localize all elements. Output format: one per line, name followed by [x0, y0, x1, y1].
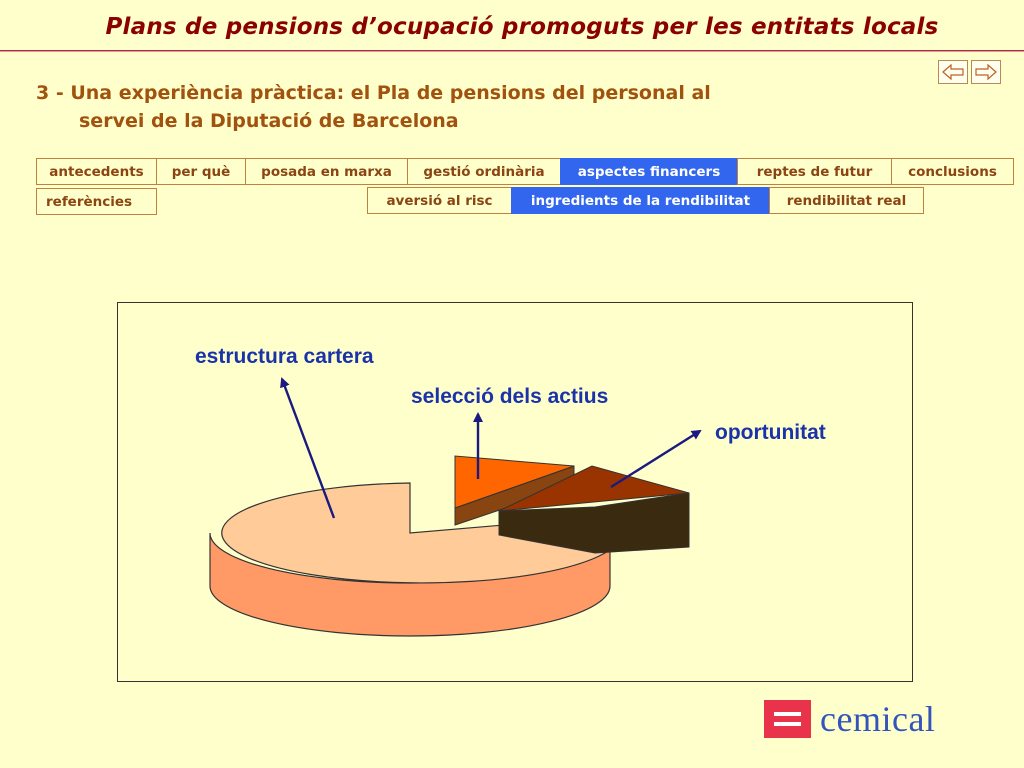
tab-referencies[interactable]: referències [36, 188, 157, 215]
next-button[interactable] [971, 60, 1001, 84]
header-divider [0, 50, 1024, 52]
label-estructura-cartera: estructura cartera [195, 345, 374, 368]
right-arrow-icon [975, 64, 997, 80]
pie-slice-structure [210, 483, 622, 636]
return-ingredients-diagram [117, 302, 913, 682]
label-seleccio-actius: selecció dels actius [411, 385, 609, 408]
tab-gestio-ordinaria[interactable]: gestió ordinària [407, 158, 561, 185]
logo-text: cemical [820, 699, 936, 739]
arrow-opportunity [611, 431, 700, 487]
logo-mark-icon [764, 700, 811, 738]
tab-reptes-de-futur[interactable]: reptes de futur [737, 158, 892, 185]
tab-rendibilitat-real[interactable]: rendibilitat real [769, 187, 924, 214]
tab-ingredients-rendibilitat[interactable]: ingredients de la rendibilitat [511, 187, 770, 214]
cemical-logo [764, 700, 935, 738]
tab-per-que[interactable]: per què [156, 158, 246, 185]
tab-conclusions[interactable]: conclusions [891, 158, 1014, 185]
tab-antecedents[interactable]: antecedents [36, 158, 157, 185]
section-heading-line2: servei de la Diputació de Barcelona [79, 110, 459, 132]
tab-aspectes-financers[interactable]: aspectes financers [560, 158, 738, 185]
previous-button[interactable] [938, 60, 968, 84]
section-heading [36, 79, 896, 135]
page-title: Plans de pensions d’ocupació promoguts per les entitats locals [105, 14, 939, 40]
section-heading-line1: 3 - Una experiència pràctica: el Pla de pensions del personal al [36, 82, 711, 104]
tab-aversio-al-risc[interactable]: aversió al risc [367, 187, 512, 214]
slide-navigation [938, 60, 1001, 84]
label-oportunitat: oportunitat [715, 421, 826, 444]
tab-posada-en-marxa[interactable]: posada en marxa [245, 158, 408, 185]
left-arrow-icon [942, 64, 964, 80]
